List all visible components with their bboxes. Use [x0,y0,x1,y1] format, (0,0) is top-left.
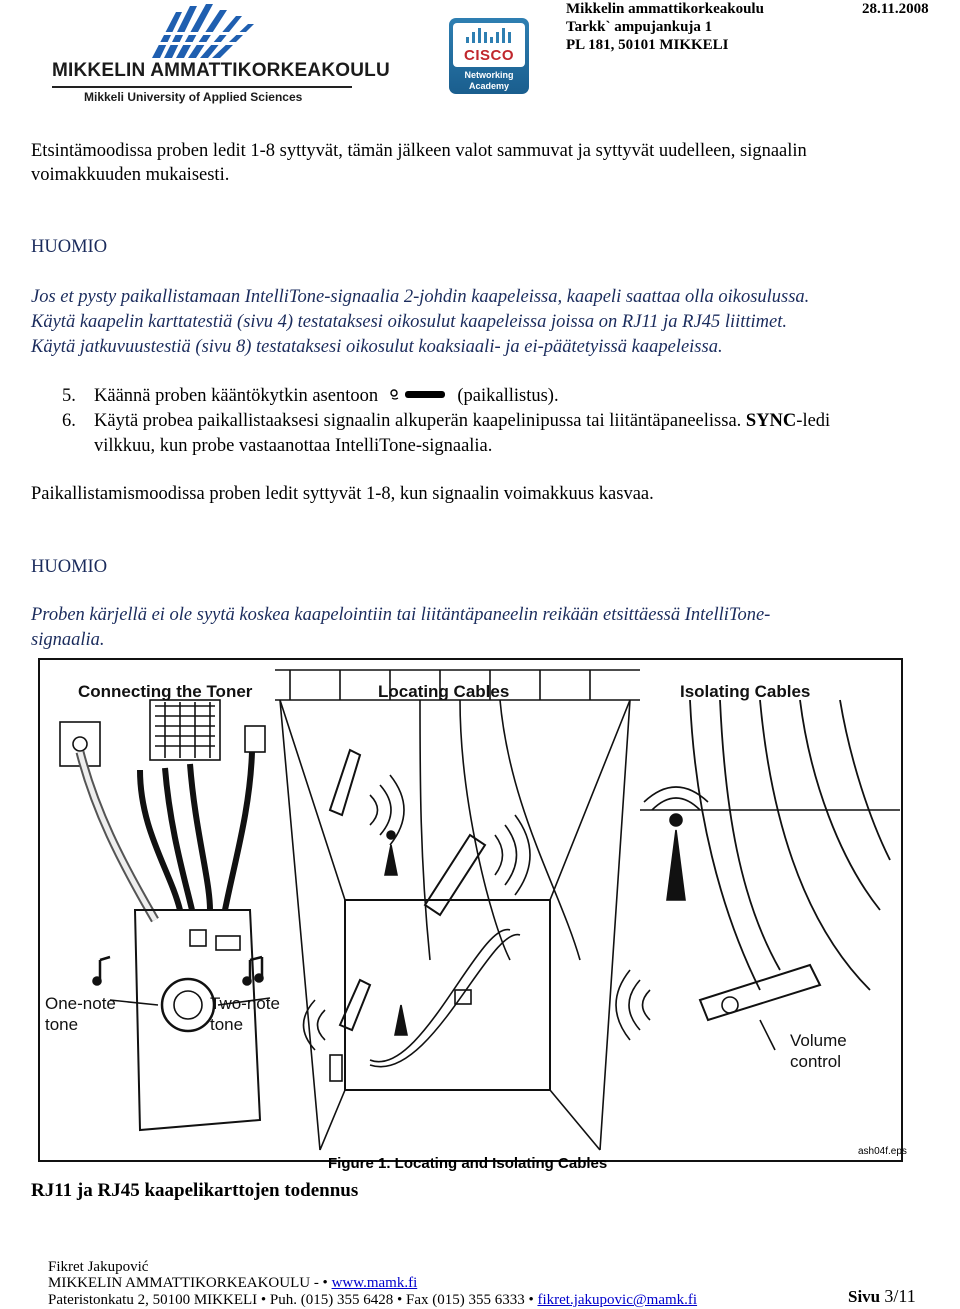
page-count: 3/11 [884,1286,916,1306]
university-subtitle: Mikkeli University of Applied Sciences [84,90,303,104]
figure-label-line: tone [210,1015,244,1034]
paragraph-line: voimakkuuden mukaisesti. [31,165,230,185]
note-heading: HUOMIO [31,557,108,577]
note-line: Proben kärjellä ei ole syytä koskea kaapelointiin tai liitäntäpaneelin reikään etsittäessä IntelliTone- [31,605,771,625]
footer-author: Fikret Jakupović [48,1259,149,1275]
cisco-wordmark: CISCO [463,47,514,64]
figure-label-two-note [210,993,280,1035]
header-address-line: PL 181, 50101 MIKKELI [566,37,729,53]
figure-illustration [38,658,903,1162]
figure-label-line: Volume [790,1031,847,1050]
footer-email-link[interactable]: fikret.jakupovic@mamk.fi [537,1292,698,1308]
cisco-academy-logo [449,18,529,94]
step-text: vilkkuu, kun probe vastaanottaa IntelliTone-signaalia. [94,436,493,456]
figure-label-line: control [790,1052,842,1071]
note-line: Jos et pysty paikallistamaan IntelliTone-signaalia 2-johdin kaapeleissa, kaapeli saattaa olla oikosulussa. [31,287,810,307]
footer-web-link[interactable]: www.mamk.fi [331,1275,418,1291]
probe-switch-icon [389,388,447,402]
figure-label-volume [790,1030,847,1072]
figure-label-line: One-note [45,994,116,1013]
footer-org-line [48,1275,417,1292]
figure-title-locating: Locating Cables [378,682,510,701]
step-text-part: -ledi [796,411,831,431]
note-line: Käytä kaapelin karttatestiä (sivu 4) testataksesi oikosulut kaapeleissa joissa on RJ11 ja RJ45 liittimet. [31,312,787,332]
cable-toner-illustration [40,660,901,1160]
figure-label-line: Two-note [210,994,280,1013]
step-text [94,409,830,434]
cisco-networking-label: Networking [464,70,514,80]
header-date: 28.11.2008 [862,1,929,17]
step-text [94,384,559,409]
note-heading: HUOMIO [31,237,108,257]
figure-title-connecting: Connecting the Toner [78,682,253,701]
header-address-line: Tarkk` ampujankuja 1 [566,19,713,35]
cisco-academy-label: Academy [468,81,510,91]
university-name: MIKKELIN AMMATTIKORKEAKOULU [52,60,390,81]
figure-file-name: ash04f.eps [858,1146,907,1157]
header-address-line: Mikkelin ammattikorkeakoulu [566,1,764,17]
page-number [848,1286,916,1307]
header-address [566,0,764,54]
step-text-part: Käytä probea paikallistaaksesi signaalin alkuperän kaapelinipussa tai liitäntäpaneelissa. [94,411,742,431]
university-logo-icon [150,2,260,60]
figure-caption: Figure 1. Locating and Isolating Cables [328,1155,608,1172]
footer-separator: - • [310,1275,332,1291]
page-label: Sivu [848,1287,881,1306]
footer-address-line [48,1292,697,1309]
paragraph-line: Paikallistamismoodissa proben ledit syttyvät 1-8, kun signaalin voimakkuus kasvaa. [31,484,654,504]
cisco-logo-panel [453,23,525,67]
figure-title-isolating: Isolating Cables [680,682,811,701]
step-number: 5. [62,386,76,406]
figure-label-line: tone [45,1015,79,1034]
figure-label-one-note [45,993,116,1035]
note-line: Käytä jatkuvuustestiä (sivu 8) testataksesi oikosulut koaksiaali- ja ei-päätetyissä kaapeleissa. [31,337,723,357]
step-number: 6. [62,411,76,431]
cisco-bars-icon [465,27,513,45]
header-divider [52,86,352,88]
sync-led-label: SYNC [745,411,797,431]
step-text-part: (paikallistus). [457,386,559,406]
paragraph-line: Etsintämoodissa proben ledit 1-8 syttyvät, tämän jälkeen valot sammuvat ja syttyvät uudelleen, signaalin [31,141,807,161]
step-text-part: Käännä proben kääntökytkin asentoon [94,386,379,406]
footer-org: MIKKELIN AMMATTIKORKEAKOULU [48,1275,311,1291]
note-line: signaalia. [31,630,105,650]
section-heading: RJ11 ja RJ45 kaapelikarttojen todennus [31,1180,359,1201]
footer-address: Pateristonkatu 2, 50100 MIKKELI • Puh. (015) 355 6428 • Fax (015) 355 6333 • [48,1292,534,1308]
